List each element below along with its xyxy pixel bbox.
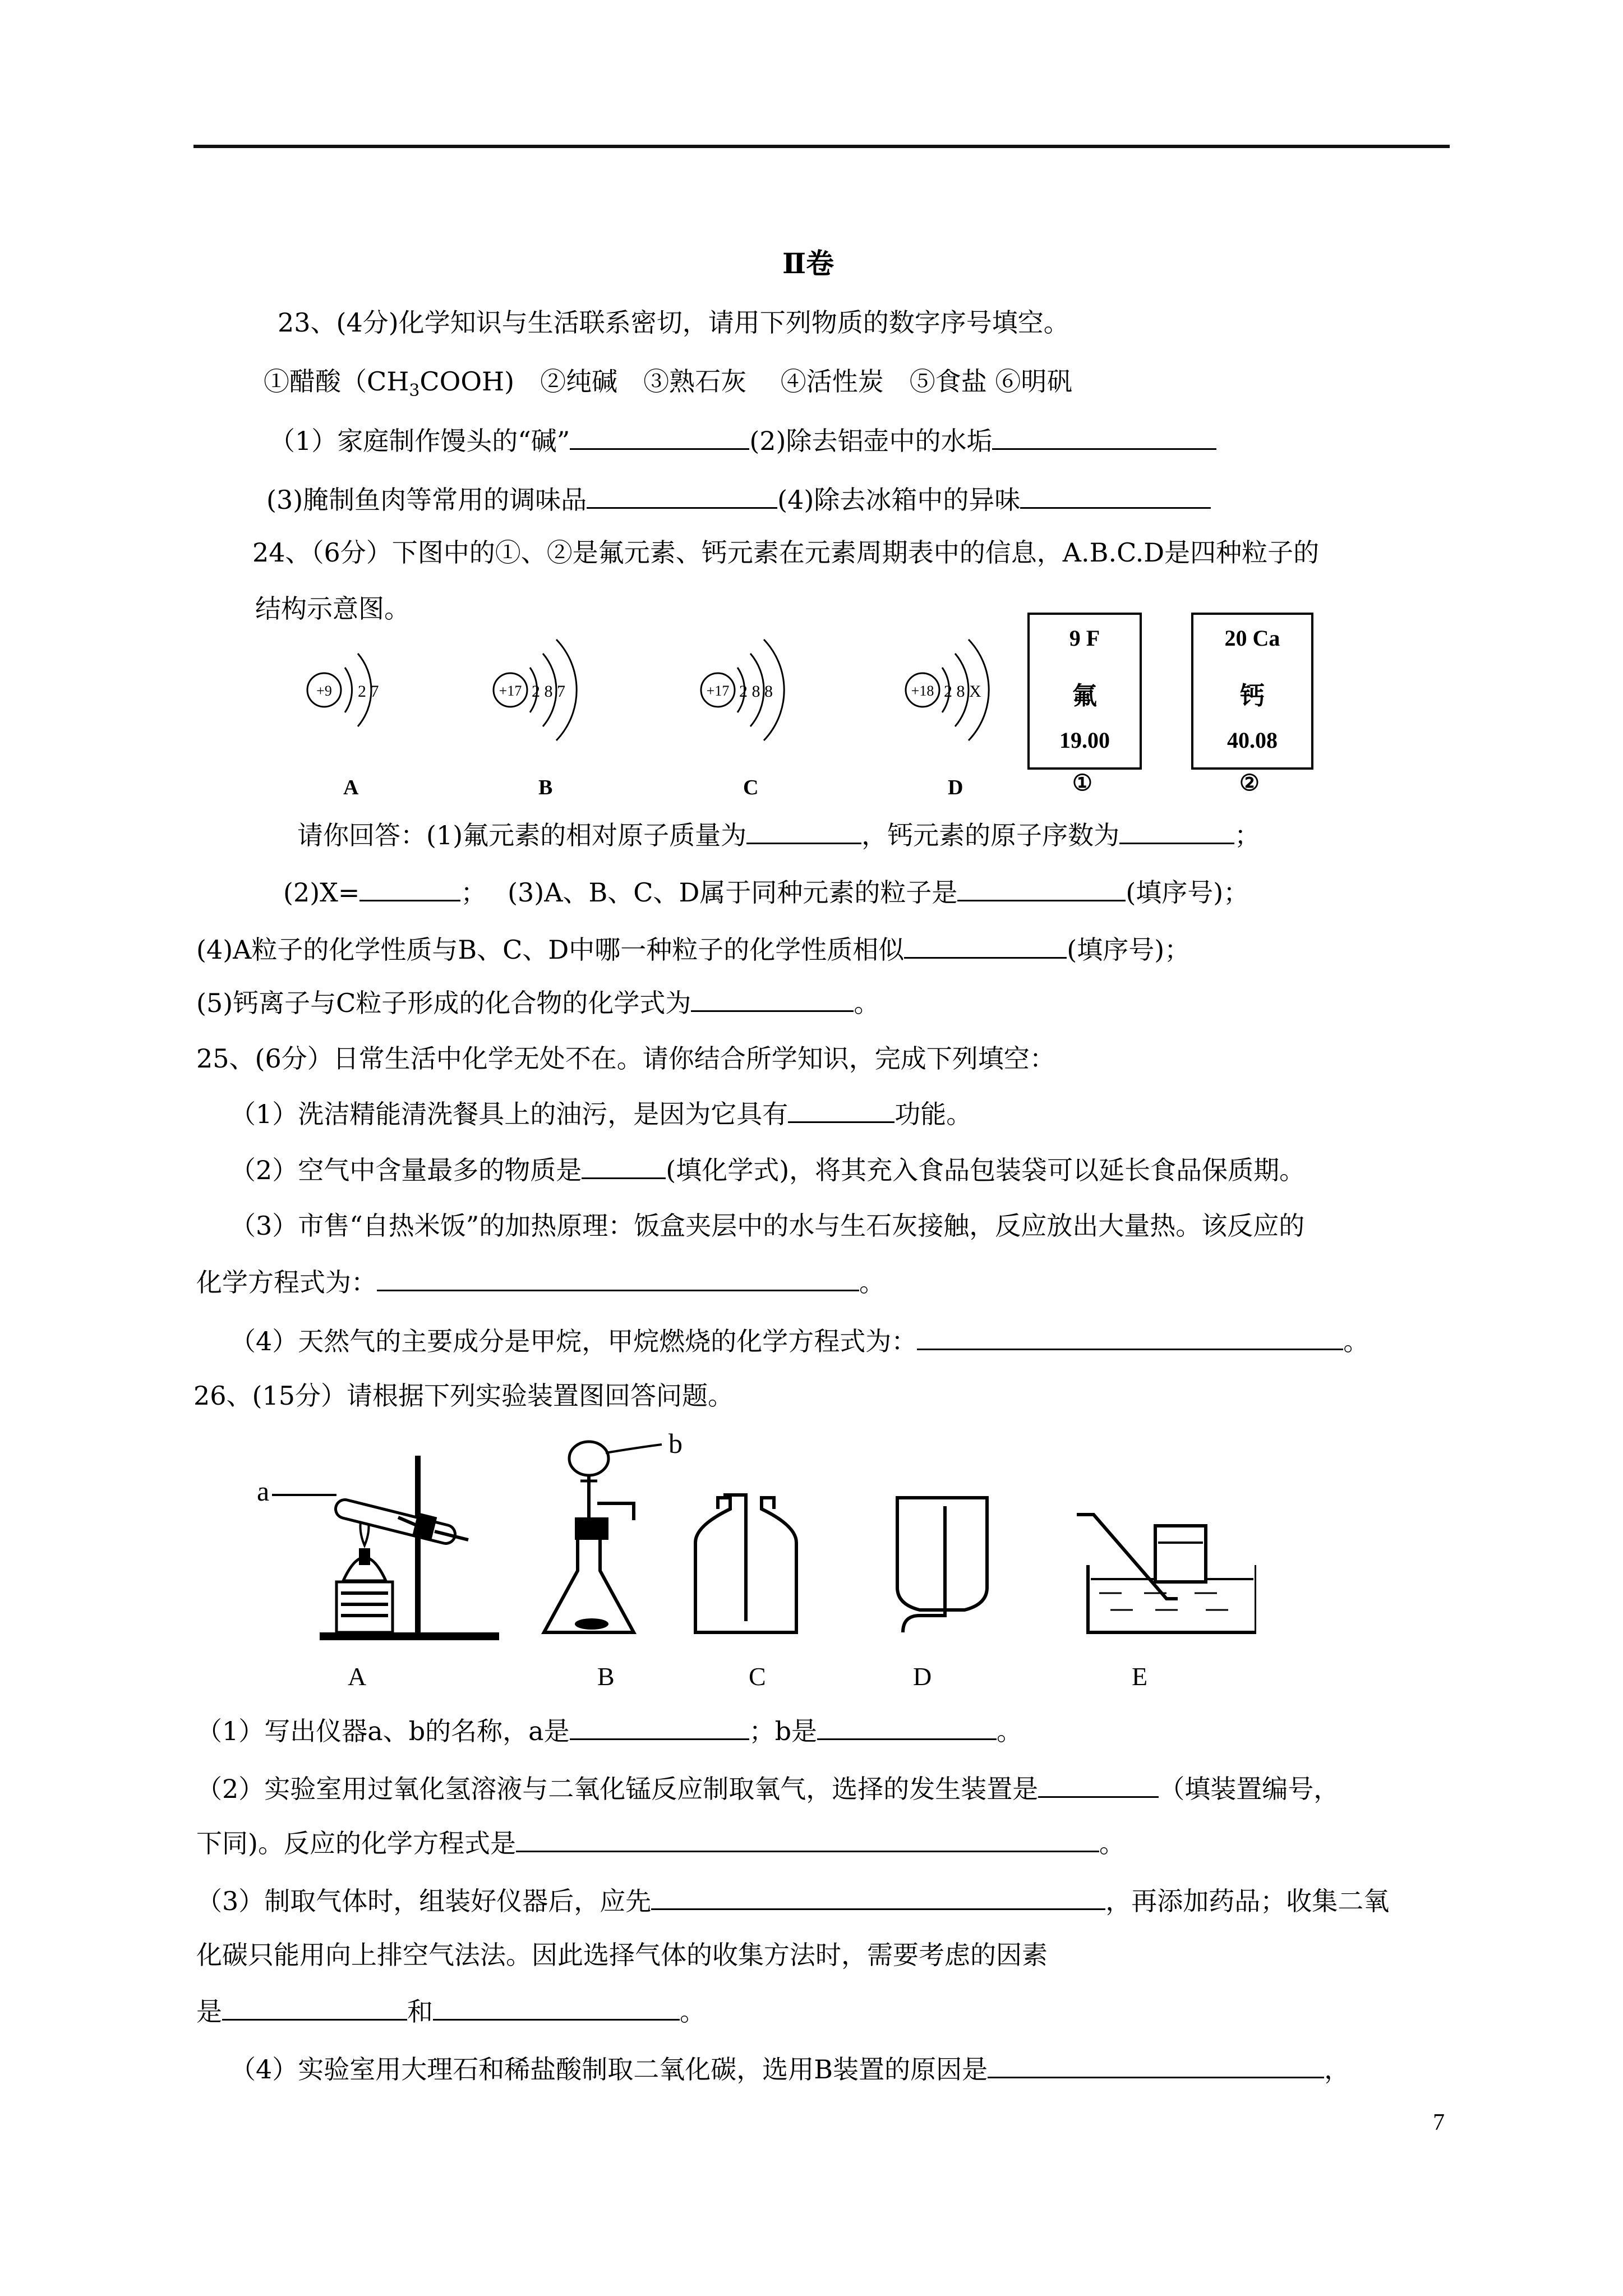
q25-p1a: （1）洗洁精能清洗餐具上的油污，是因为它具有 <box>230 1099 789 1129</box>
q24-blank-4[interactable] <box>957 875 1126 901</box>
q26-p3b: ，再添加药品；收集二氧 <box>1105 1886 1390 1916</box>
apparatus-c-label: C <box>749 1662 766 1691</box>
atom-c-label: C <box>743 776 759 799</box>
q25-p3a: （3）市售“自热米饭”的加热原理：饭盒夹层中的水与生石灰接触，反应放出大量热。该反应的 <box>230 1211 1305 1241</box>
apparatus-e-label: E <box>1132 1662 1148 1691</box>
q26-p1a: （1）写出仪器a、b的名称，a是 <box>196 1716 570 1746</box>
apparatus-a-label: A <box>348 1662 367 1691</box>
q24-a2b: ； (3)A、B、C、D属于同种元素的粒子是 <box>460 877 958 908</box>
q23-options-a: ①醋酸（CH <box>264 366 409 397</box>
atom-d-shells: 2 8 X <box>944 682 981 701</box>
atom-d-diagram <box>906 639 989 740</box>
q26-p3d: 是 <box>196 1996 222 2027</box>
q26-blank-7[interactable] <box>433 1994 680 2021</box>
header-rule <box>193 145 1450 148</box>
label-a: a <box>257 1475 270 1507</box>
q25-p2b: (填化学式)，将其充入食品包装袋可以延长食品保质期。 <box>666 1155 1306 1185</box>
q26-row1 <box>196 1714 1022 1748</box>
q24-answer-2 <box>283 875 1249 909</box>
fluorine-mark: ① <box>1072 770 1092 795</box>
q25-row1 <box>230 1097 972 1131</box>
q25-p1b: 功能。 <box>895 1099 972 1129</box>
q26-p3c: 化碳只能用向上排空气法法。因此选择气体的收集方法时，需要考虑的因素 <box>196 1940 1048 1970</box>
q26-blank-3[interactable] <box>1038 1772 1159 1798</box>
q25-blank-4[interactable] <box>917 1324 1343 1350</box>
apparatus-d-drawing <box>897 1498 987 1632</box>
element-card-calcium <box>1191 613 1313 770</box>
q23-p3: (3)腌制鱼肉等常用的调味品 <box>266 485 587 515</box>
q26-row2 <box>196 1772 1339 1806</box>
atom-c-shells: 2 8 8 <box>739 682 773 701</box>
calcium-mark: ② <box>1239 770 1260 795</box>
q26-p3a: （3）制取气体时，组装好仪器后，应先 <box>196 1886 652 1916</box>
q26-blank-2[interactable] <box>817 1714 997 1740</box>
q23-stem: 23、(4分)化学知识与生活联系密切，请用下列物质的数字序号填空。 <box>278 307 1069 338</box>
atom-a-nucleus: +9 <box>316 683 332 699</box>
q26-p2d: 。 <box>1099 1828 1125 1858</box>
page-number: 7 <box>1433 2110 1445 2136</box>
apparatus-b-label: B <box>597 1662 615 1691</box>
q23-p2: (2)除去铝壶中的水垢 <box>749 426 993 456</box>
q23-options <box>264 365 1072 408</box>
q26-row4 <box>230 2052 1350 2086</box>
atom-d-label: D <box>948 776 963 799</box>
q24-blank-5[interactable] <box>904 932 1067 959</box>
q25-row3b <box>196 1265 885 1299</box>
q25-blank-1[interactable] <box>788 1097 895 1123</box>
apparatus-d-label: D <box>913 1662 932 1691</box>
q23-p1: （1）家庭制作馒头的“碱” <box>269 426 570 456</box>
q23-blank-1[interactable] <box>570 424 749 450</box>
q26-p4b: ， <box>1324 2054 1350 2085</box>
atom-a-diagram <box>307 654 379 726</box>
q25-blank-3[interactable] <box>377 1265 859 1291</box>
q24-blank-3[interactable] <box>359 875 460 901</box>
atom-a-shells: 2 7 <box>358 682 379 701</box>
q26-p1b: ；b是 <box>749 1716 818 1746</box>
q24-blank-6[interactable] <box>691 986 854 1012</box>
lab-apparatus <box>247 1430 1256 1655</box>
q23-row1 <box>269 424 1216 458</box>
q24-answer-1 <box>297 818 1260 852</box>
calcium-name: 钙 <box>1240 682 1265 710</box>
q24-a2a: (2)X= <box>283 877 360 908</box>
q26-blank-8[interactable] <box>988 2052 1324 2078</box>
q26-p2c: 下同)。反应的化学方程式是 <box>196 1828 516 1858</box>
fluorine-head: 9 F <box>1069 625 1100 651</box>
calcium-head: 20 Ca <box>1224 625 1280 651</box>
q23-row2 <box>266 482 1211 517</box>
q25-p3c: 。 <box>859 1267 885 1297</box>
q26-p1c: 。 <box>997 1716 1023 1746</box>
atom-b-diagram <box>494 639 577 740</box>
q24-a1b: ，钙元素的原子序数为 <box>861 820 1120 850</box>
atom-d-nucleus: +18 <box>911 683 934 699</box>
atom-diagrams <box>292 628 1032 797</box>
q24-stem-1: 24、（6分）下图中的①、②是氟元素、钙元素在元素周期表中的信息，A.B.C.D是四种粒子的 <box>252 537 1320 568</box>
label-b: b <box>668 1430 683 1459</box>
q24-a5b: 。 <box>854 988 880 1018</box>
q26-stem: 26、(15分）请根据下列实验装置图回答问题。 <box>193 1381 734 1411</box>
apparatus-e-drawing <box>1077 1515 1256 1632</box>
apparatus-c-drawing <box>695 1495 796 1632</box>
section-title: Ⅱ卷 <box>782 247 834 280</box>
q24-answer-4 <box>196 932 1190 967</box>
q26-blank-4[interactable] <box>516 1826 1099 1852</box>
atom-c-nucleus: +17 <box>706 683 730 699</box>
q24-answer-5 <box>196 986 879 1020</box>
q24-a4b: (填序号)； <box>1067 935 1191 965</box>
q25-p4a: （4）天然气的主要成分是甲烷，甲烷燃烧的化学方程式为： <box>230 1326 917 1356</box>
q23-options-b: COOH) ②纯碱 ③熟石灰 ④活性炭 ⑤食盐 ⑥明矾 <box>419 366 1073 397</box>
apparatus-a-drawing <box>257 1456 499 1640</box>
apparatus-b-drawing <box>544 1430 683 1632</box>
q26-p3f: 。 <box>680 1996 706 2027</box>
q26-blank-6[interactable] <box>222 1994 407 2021</box>
q25-row2 <box>230 1153 1305 1187</box>
q25-p3b: 化学方程式为： <box>196 1267 377 1297</box>
q23-blank-4[interactable] <box>1020 482 1211 509</box>
fluorine-name: 氟 <box>1072 682 1097 710</box>
fluorine-mass: 19.00 <box>1059 728 1110 753</box>
q24-stem-2: 结构示意图。 <box>255 593 410 624</box>
atom-b-shells: 2 8 7 <box>532 682 565 701</box>
calcium-mass: 40.08 <box>1227 728 1278 753</box>
q26-p2b: （填装置编号， <box>1159 1774 1340 1804</box>
atom-a-label: A <box>343 776 359 799</box>
q26-p3e: 和 <box>407 1996 433 2027</box>
q26-p4a: （4）实验室用大理石和稀盐酸制取二氧化碳，选用B装置的原因是 <box>230 2054 988 2085</box>
q24-a4a: (4)A粒子的化学性质与B、C、D中哪一种粒子的化学性质相似 <box>196 935 905 965</box>
q25-stem: 25、(6分）日常生活中化学无处不在。请你结合所学知识，完成下列填空： <box>196 1043 1055 1074</box>
q26-row3d <box>196 1994 706 2028</box>
q26-blank-1[interactable] <box>570 1714 749 1740</box>
q24-a1c: ； <box>1234 820 1261 850</box>
q23-blank-3[interactable] <box>587 482 777 509</box>
atom-b-label: B <box>538 776 553 799</box>
q24-blank-1[interactable] <box>746 818 861 844</box>
element-card-fluorine <box>1027 613 1142 770</box>
atom-b-nucleus: +17 <box>499 683 522 699</box>
q23-p4: (4)除去冰箱中的异味 <box>777 485 1021 515</box>
atom-c-diagram <box>701 639 784 740</box>
q26-row3 <box>196 1884 1389 1918</box>
q24-blank-2[interactable] <box>1119 818 1234 844</box>
q23-blank-2[interactable] <box>992 424 1216 450</box>
q25-blank-2[interactable] <box>582 1153 666 1179</box>
q26-blank-5[interactable] <box>651 1884 1105 1910</box>
q26-row2b <box>196 1826 1125 1860</box>
q24-a5a: (5)钙离子与C粒子形成的化合物的化学式为 <box>196 988 691 1018</box>
q25-p2a: （2）空气中含量最多的物质是 <box>230 1155 582 1185</box>
q24-a2c: (填序号)； <box>1126 877 1249 908</box>
q23-options-sub: 3 <box>409 381 420 401</box>
q25-p4b: 。 <box>1343 1326 1370 1356</box>
q25-row4 <box>230 1324 1369 1358</box>
q26-p2a: （2）实验室用过氧化氢溶液与二氧化锰反应制取氧气，选择的发生装置是 <box>196 1774 1039 1804</box>
q24-a1a: 请你回答：(1)氟元素的相对原子质量为 <box>297 820 747 850</box>
